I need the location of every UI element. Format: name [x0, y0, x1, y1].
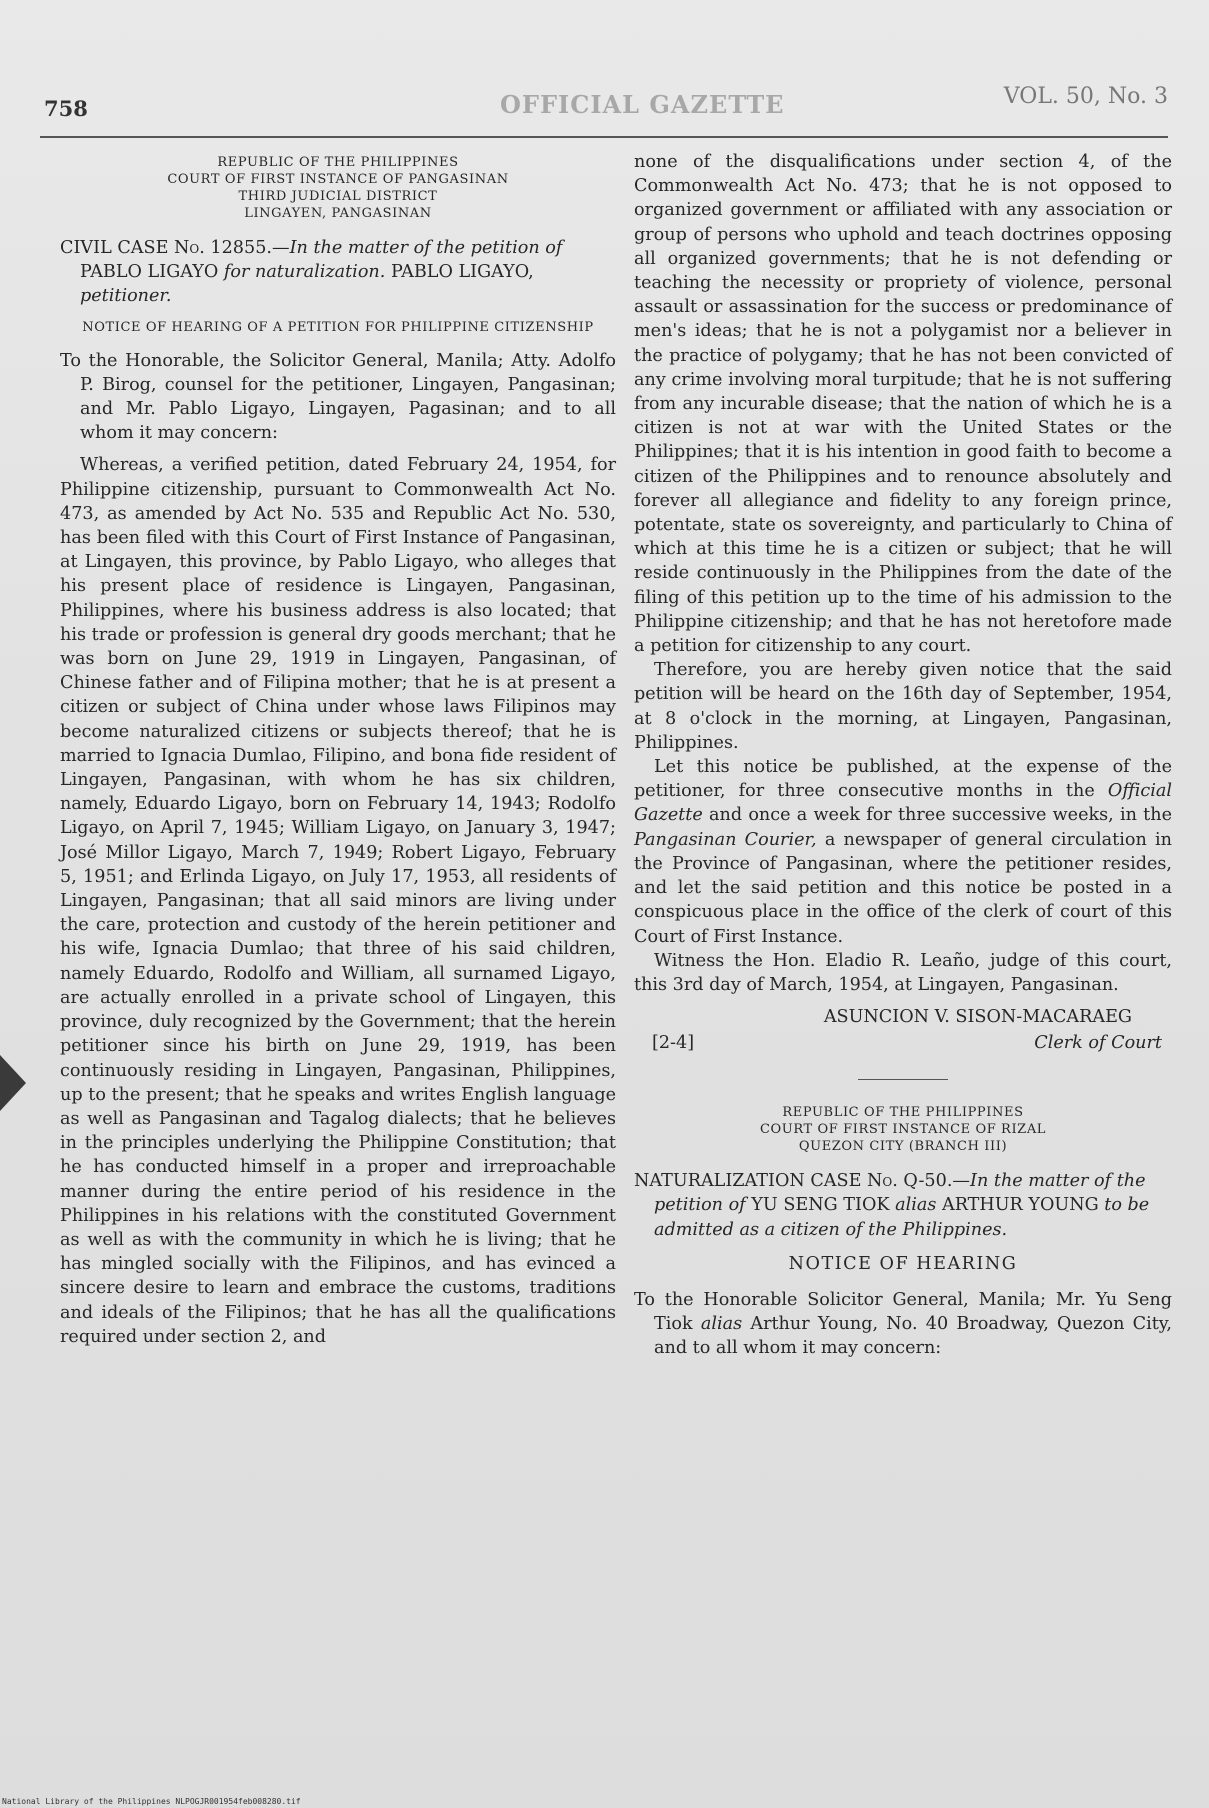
heading-line: REPUBLIC OF THE PHILIPPINES	[217, 155, 459, 170]
case-caption-2	[634, 1169, 1172, 1242]
case-text: —In the matter of the petition of	[271, 238, 563, 258]
therefore-paragraph: Therefore, you are hereby given notice that the said petition will be heard on the 16th day of September, 1954, at 8 o'clock in the morning, at Lingayen, Pangasinan, Philippines.	[634, 660, 1172, 753]
body-paragraph: Whereas, a verified petition, dated February 24, 1954, for Philippine citizenship, pursuant to Commonwealth Act No. 473, as amended by Act No. 535 and Republic Act No. 530, has been filed with this Court of First Instance of Pangasinan, at Lingayen, this province, by Pablo Ligayo, who alleges that his present place of residence is Lingayen, Pangasinan, Philippines, where his business address is also located; that his trade or profession is general dry goods merchant; that he was born on June 29, 1919 in Lingayen, Pangasinan, of Chinese father and of Filipina mother; that he is at present a citizen or subject of China under whose laws Filipinos may become naturalized citizens or subjects thereof; that he is married to Ignacia Dumlao, Filipino, and bona fide resident of Lingayen, Pangasinan, with whom he has six children, namely, Eduardo Ligayo, born on February 14, 1943; Rodolfo Ligayo, on April 7, 1945; William Ligayo, on January 3, 1947; José Millor Ligayo, March 7, 1949; Robert Ligayo, February 5, 1951; and Erlinda Ligayo, on July 17, 1953, all residents of Lingayen, Pangasinan; that all said minors are living under the care, protection and custody of the herein petitioner and his wife, Ignacia Dumlao; that three of his said children, namely Eduardo, Rodolfo and William, all surnamed Ligayo, are actually enrolled in a private school of Lingayen, this province, duly recognized by the Government; that the herein petitioner since his birth on June 29, 1919, has been continuously residing in Lingayen, Pangasinan, Philippines, up to the present; that he speaks and writes English language as well as Pangasinan and Tagalog dialects; that he believes in the principles underlying the Philippine Constitution; that he has conducted himself in a proper and irreproachable manner during the entire period of his residence in the Philippines in his relations with the constituted Government as well as with the community in which he is living; that he has mingled socially with the Filipinos, and has evinced a sincere desire to learn and embrace the customs, traditions and ideals of the Filipinos; that he has all the qualifications required under section 2, and	[60, 455, 616, 1347]
case-name: PABLO LIGAYO	[80, 262, 219, 283]
case2-label: NATURALIZATION CASE No. Q-50.	[634, 1171, 953, 1192]
heading-line: QUEZON CITY (BRANCH III)	[798, 1139, 1008, 1155]
address-paragraph: To the Honorable, the Solicitor General, Manila; Atty. Adolfo P. Birog, counsel for the petitioner, Lingayen, Pangasinan; and Mr. Pablo Ligayo, Lingayen, Pagasinan; and to all whom it may concern:	[60, 350, 616, 444]
heading-line: REPUBLIC OF THE PHILIPPINES	[782, 1105, 1024, 1121]
volume-label: VOL. 50, No. 3	[1003, 84, 1168, 109]
right-column	[634, 150, 1172, 1369]
publication-title: OFFICIAL GAZETTE	[500, 90, 785, 119]
heading-line: THIRD JUDICIAL DISTRICT	[238, 189, 438, 204]
publish-after: a newspaper of general circulation in the Province of Pangasinan, where the petitioner resides, and let the said petition and this notice be posted in a conspicuous place in the office of the clerk of court of this Court of First Instance.	[634, 829, 1172, 947]
case2-name: YU SENG TIOK	[751, 1195, 890, 1216]
scan-footer: National Library of the Philippines NLPOGJR001954feb008280.tif	[2, 1797, 301, 1806]
publication-paragraph	[634, 755, 1172, 949]
address2-after: Arthur Young, No. 40 Broadway, Quezon City, and to all whom it may concern:	[654, 1314, 1172, 1359]
heading-line: COURT OF FIRST INSTANCE OF PANGASINAN	[167, 172, 509, 187]
page-number: 758	[44, 96, 88, 121]
publish-gazette: Official Gazette	[634, 781, 1173, 826]
case2-alias-name: ARTHUR YOUNG	[941, 1195, 1099, 1216]
binding-mark	[0, 1055, 26, 1111]
left-column	[60, 150, 616, 1349]
signature-block	[634, 1005, 1172, 1063]
notice-title-2: NOTICE OF HEARING	[788, 1253, 1018, 1274]
heading-line: COURT OF FIRST INSTANCE OF RIZAL	[759, 1122, 1047, 1138]
witness-paragraph: Witness the Hon. Eladio R. Leaño, judge of this court, this 3rd day of March, 1954, at Lingayen, Pangasinan.	[634, 950, 1172, 995]
address2-alias: alias	[700, 1314, 743, 1335]
case-petitioner: petitioner.	[80, 286, 172, 307]
section-divider	[858, 1079, 948, 1080]
case2-text: —In the matter of the petition of	[654, 1171, 1146, 1216]
address2-before: To the Honorable Solicitor General, Manila; Mr. Yu Seng Tiok	[634, 1289, 1172, 1335]
publish-mid: and once a week for three successive weeks, in the	[709, 805, 1172, 826]
signature-title: Clerk of Court	[1034, 1033, 1162, 1054]
court-heading	[60, 154, 616, 222]
header-rule	[40, 136, 1168, 138]
case-caption	[60, 236, 616, 309]
signature-name: ASUNCION V. SISON-MACARAEG	[823, 1007, 1132, 1028]
address-paragraph-2	[634, 1288, 1172, 1361]
case-petitioner-name: PABLO LIGAYO,	[390, 262, 534, 283]
heading-line: LINGAYEN, PANGASINAN	[244, 206, 432, 221]
reference-number: [2-4]	[652, 1033, 695, 1054]
case-label: CIVIL CASE No. 12855.	[60, 238, 272, 258]
publish-before: Let this notice be published, at the expense of the petitioner, for three consecutive months in the	[634, 757, 1172, 802]
court-heading-2	[634, 1104, 1172, 1155]
continuation-paragraph: none of the disqualifications under section 4, of the Commonwealth Act No. 473; that he is not opposed to organized government or affiliated with any association or group of persons who uphold and teach doctrines opposing all organized governments; that he is not defending or teaching the necessity or propriety of violence, personal assault or assassination for the success or predominance of men's ideas; that he is not a polygamist nor a believer in the practice of polygamy; that he has not been convicted of any crime involving moral turpitude; that he is not suffering from any incurable disease; that the nation of which he is a citizen is not at war with the United States or the Philippines; that it is his intention in good faith to become a citizen of the Philippines and to renounce absolutely and forever all allegiance and fidelity to any foreign prince, potentate, state os sovereignty, and particularly to China of which at this time he is a citizen or subject; that he will reside continuously in the Philippines from the date of the filing of this petition up to the time of his admission to the Philippine citizenship; and that he has not heretofore made a petition for citizenship to any court.	[634, 152, 1172, 657]
publish-paper: Pangasinan Courier,	[634, 829, 817, 850]
case2-end: to be admitted as a citizen of the Philippines.	[654, 1195, 1150, 1240]
page-header	[40, 84, 1168, 130]
notice-title: NOTICE OF HEARING OF A PETITION FOR PHILIPPINE CITIZENSHIP	[82, 319, 594, 335]
case-for: for naturalization.	[223, 262, 386, 283]
case2-alias: alias	[895, 1195, 937, 1216]
